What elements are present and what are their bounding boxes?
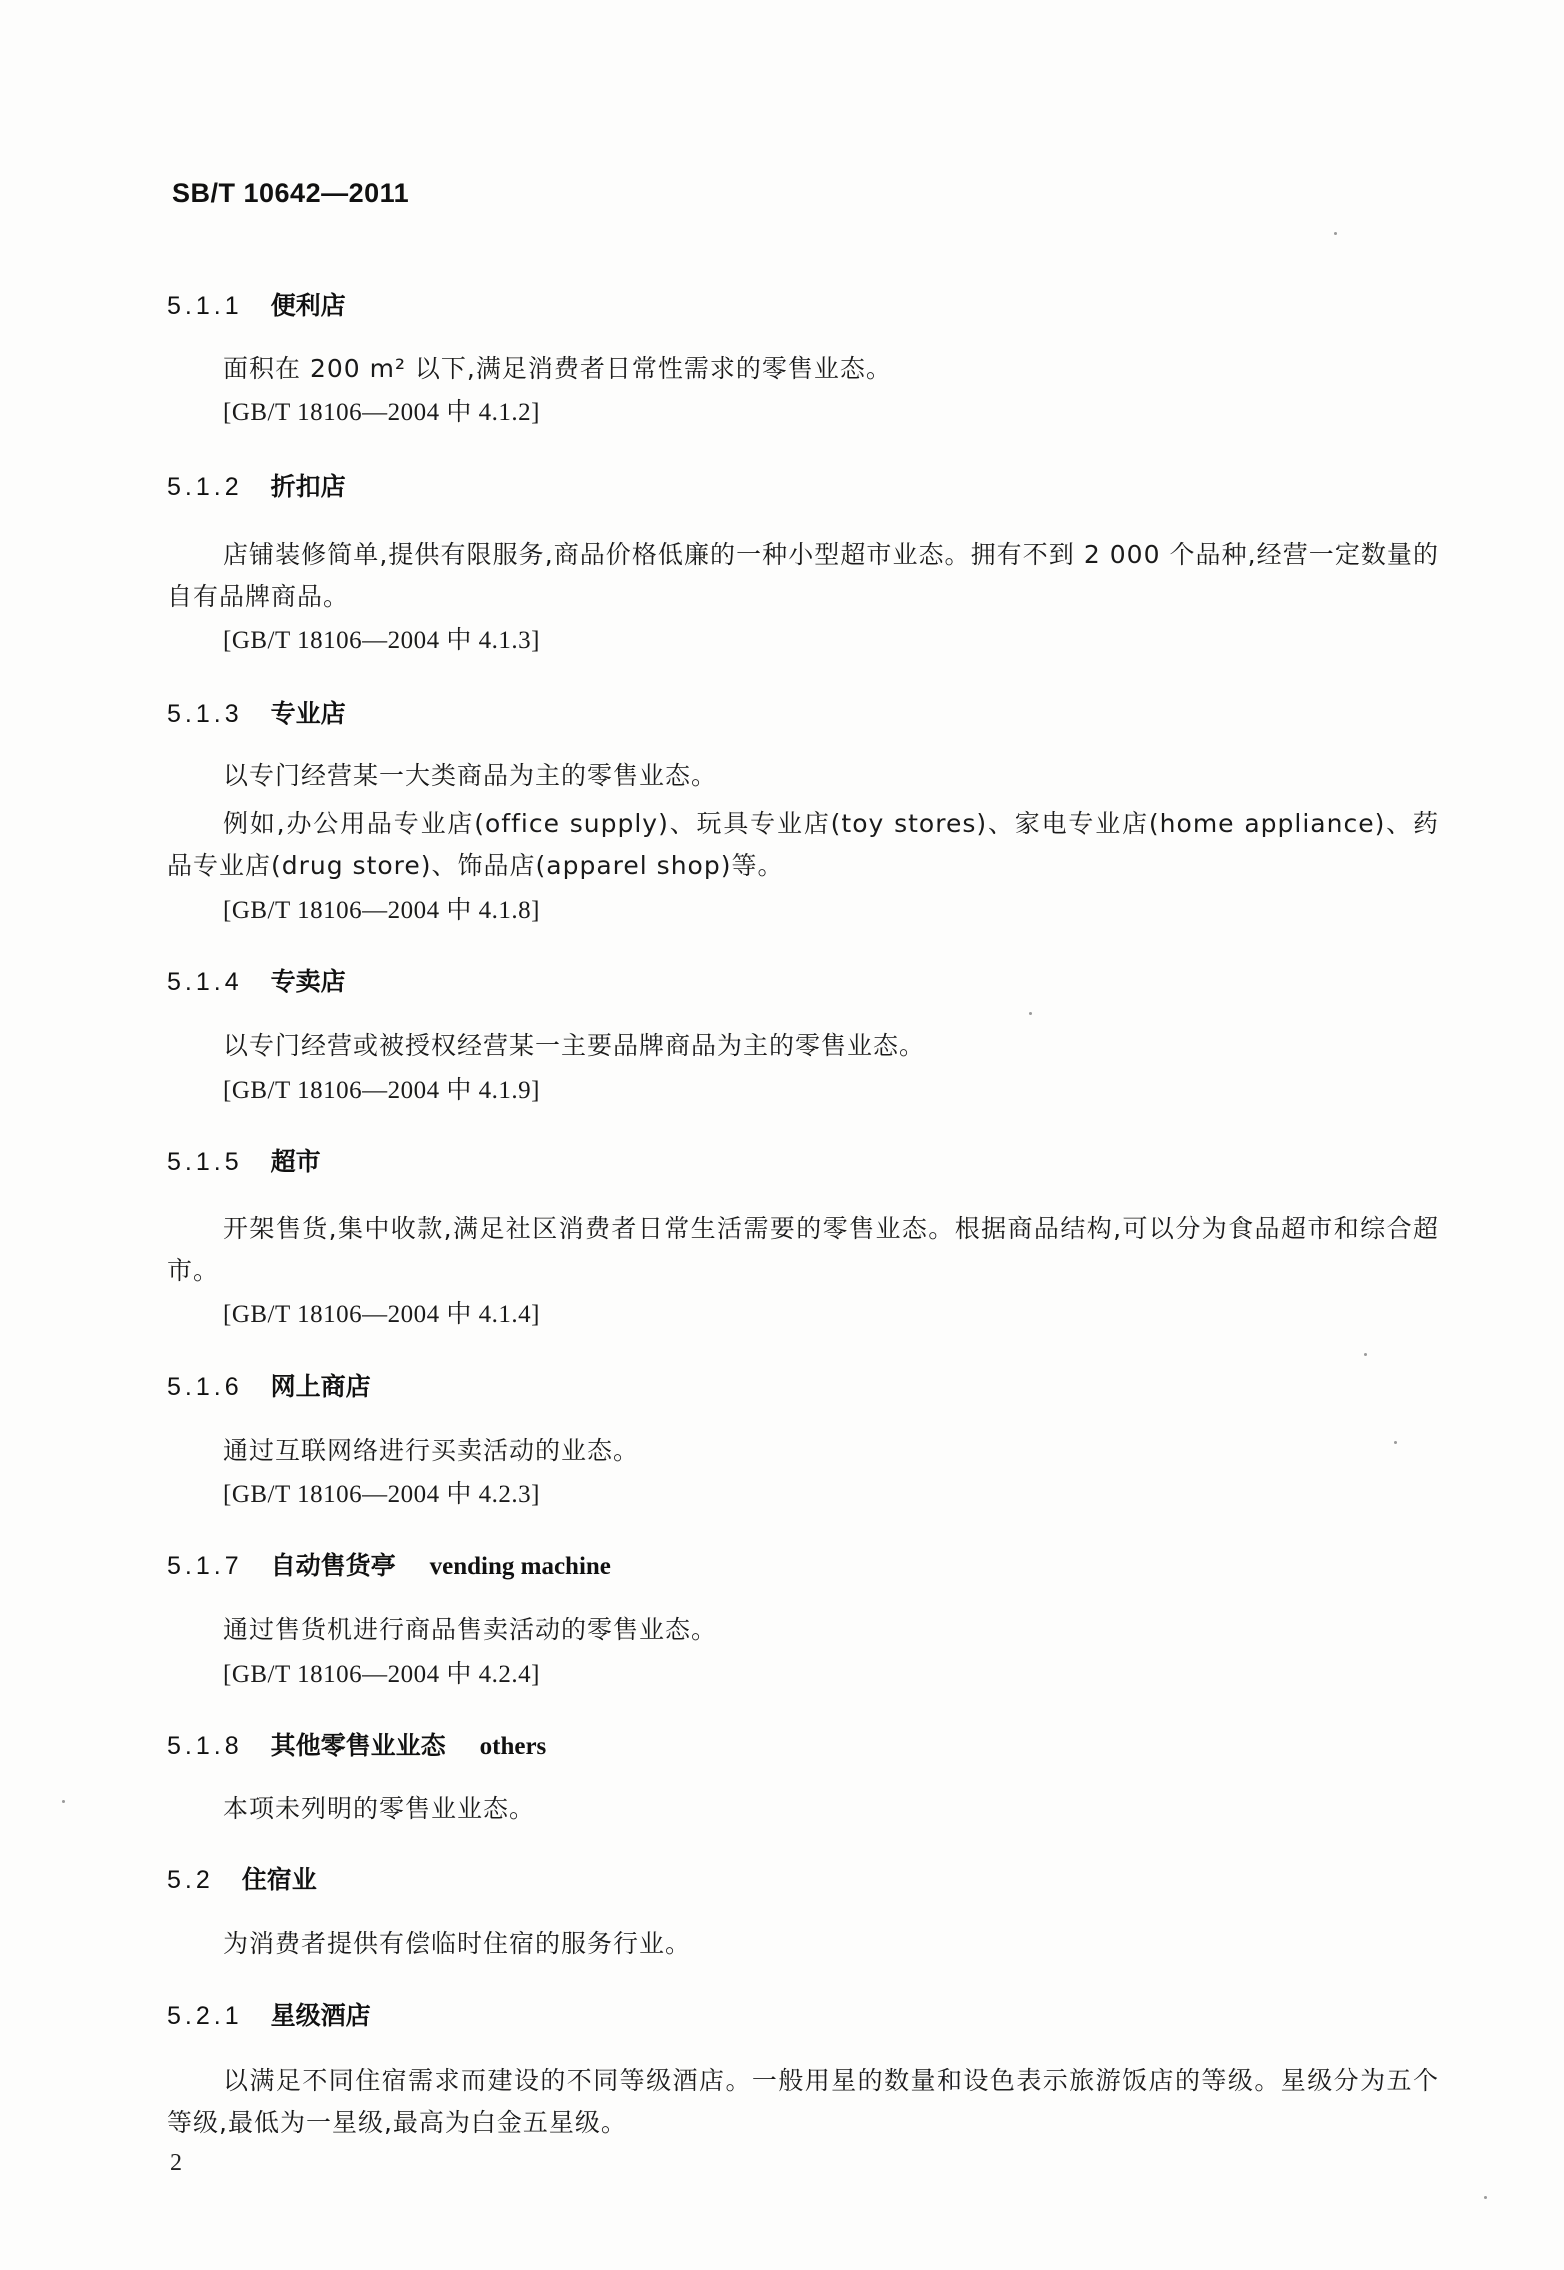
reference: [GB/T 18106—2004 中 4.1.4]: [223, 1301, 540, 1328]
section-heading-5-2-1: [167, 1996, 371, 2032]
scan-speck: [1334, 232, 1337, 235]
section-number: 5.1.5: [167, 1148, 243, 1176]
section-number: 5.1.4: [167, 968, 243, 996]
standard-code: SB/T 10642—2011: [172, 178, 410, 208]
scan-speck: [1484, 2196, 1487, 2199]
section-heading-5-1-8: [167, 1726, 546, 1762]
section-title: 专卖店: [270, 967, 346, 996]
paragraph: 为消费者提供有偿临时住宿的服务行业。: [223, 1929, 692, 1958]
section-title: 其他零售业业态: [270, 1731, 446, 1760]
scan-speck: [1364, 1353, 1367, 1356]
section-title: 便利店: [270, 291, 346, 320]
section-title: 住宿业: [241, 1865, 317, 1894]
reference: [GB/T 18106—2004 中 4.1.3]: [223, 627, 540, 654]
section-number: 5.1.1: [167, 292, 243, 320]
scan-speck: [1029, 1012, 1032, 1015]
paragraph: 面积在 200 m² 以下,满足消费者日常性需求的零售业态。: [223, 354, 892, 383]
paragraph: 本项未列明的零售业业态。: [223, 1794, 536, 1823]
section-heading-5-1-7: [167, 1546, 611, 1582]
section-number: 5.1.8: [167, 1732, 243, 1760]
page-number: 2: [170, 2150, 182, 2176]
section-title-english: vending machine: [429, 1553, 611, 1580]
section-title: 自动售货亭: [270, 1551, 396, 1580]
paragraph: 店铺装修简单,提供有限服务,商品价格低廉的一种小型超市业态。拥有不到 2 000 个品种,经营一定数量的自有品牌商品。: [167, 540, 1439, 611]
section-title: 超市: [270, 1147, 321, 1176]
paragraph: 通过售货机进行商品售卖活动的零售业态。: [223, 1615, 718, 1644]
reference: [GB/T 18106—2004 中 4.1.9]: [223, 1077, 540, 1104]
paragraph: 通过互联网络进行买卖活动的业态。: [223, 1436, 640, 1465]
section-title: 折扣店: [270, 472, 346, 501]
paragraph: 以专门经营某一大类商品为主的零售业态。: [223, 761, 718, 790]
paragraph: 以专门经营或被授权经营某一主要品牌商品为主的零售业态。: [223, 1031, 926, 1060]
section-title-english: others: [479, 1733, 547, 1760]
reference: [GB/T 18106—2004 中 4.1.2]: [223, 399, 540, 426]
reference: [GB/T 18106—2004 中 4.2.4]: [223, 1661, 540, 1688]
section-heading-5-1-4: [167, 962, 346, 998]
paragraph: 例如,办公用品专业店(office supply)、玩具专业店(toy stores)、家电专业店(home appliance)、药品专业店(drug store)、饰品店(apparel shop)等。: [167, 809, 1439, 880]
section-title: 星级酒店: [270, 2001, 371, 2030]
section-heading-5-1-6: [167, 1367, 371, 1403]
reference: [GB/T 18106—2004 中 4.2.3]: [223, 1481, 540, 1508]
section-number: 5.1.2: [167, 473, 243, 501]
scan-speck: [62, 1800, 65, 1803]
section-number: 5.1.6: [167, 1373, 243, 1401]
scan-speck: [1394, 1441, 1397, 1444]
paragraph: 以满足不同住宿需求而建设的不同等级酒店。一般用星的数量和设色表示旅游饭店的等级。星级分为五个等级,最低为一星级,最高为白金五星级。: [167, 2066, 1439, 2137]
section-heading-5-1-5: [167, 1142, 321, 1178]
section-number: 5.2: [167, 1866, 214, 1894]
section-number: 5.1.7: [167, 1552, 243, 1580]
section-heading-5-1-3: [167, 694, 346, 730]
section-number: 5.1.3: [167, 700, 243, 728]
section-heading-5-1-2: [167, 467, 346, 503]
section-heading-5-1-1: [167, 286, 346, 322]
section-heading-5-2: [167, 1860, 317, 1896]
paragraph: 开架售货,集中收款,满足社区消费者日常生活需要的零售业态。根据商品结构,可以分为食品超市和综合超市。: [167, 1214, 1439, 1285]
reference: [GB/T 18106—2004 中 4.1.8]: [223, 897, 540, 924]
section-title: 网上商店: [270, 1372, 371, 1401]
section-number: 5.2.1: [167, 2002, 243, 2030]
section-title: 专业店: [270, 699, 346, 728]
